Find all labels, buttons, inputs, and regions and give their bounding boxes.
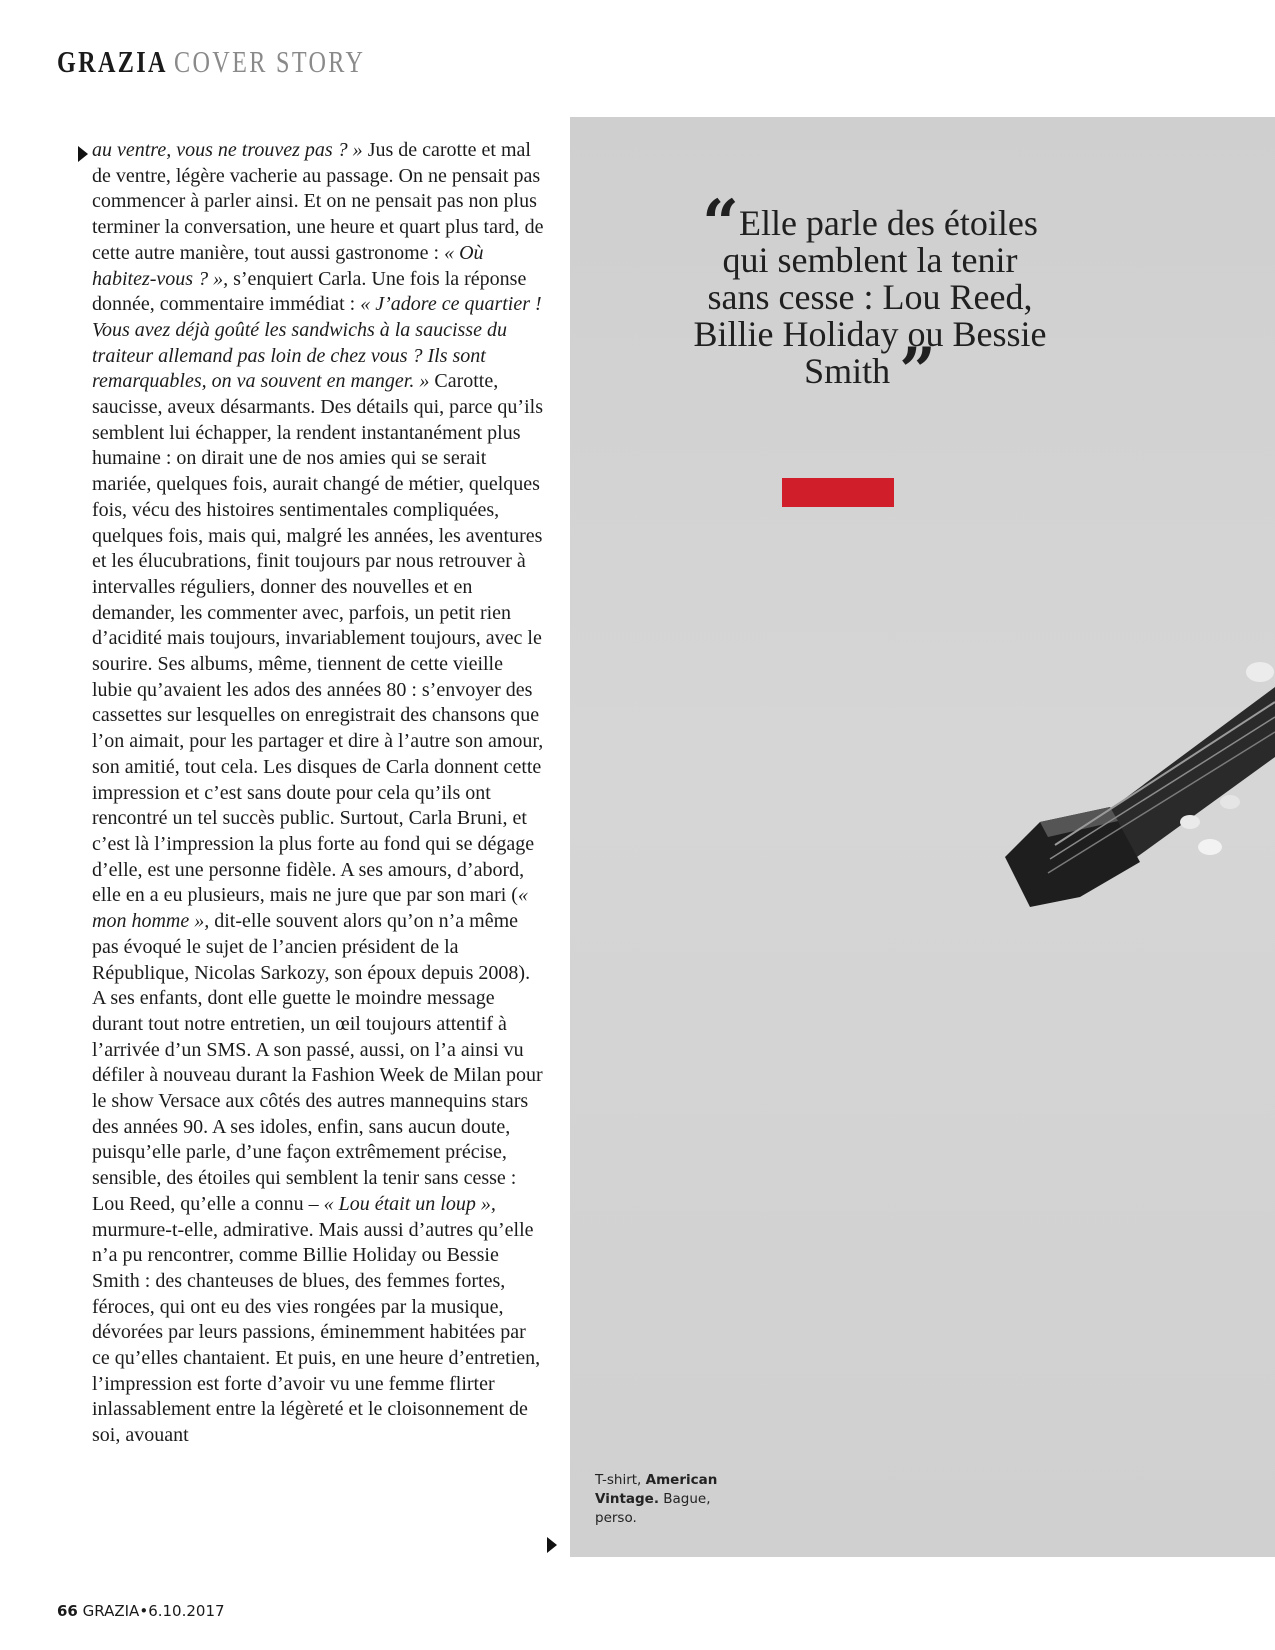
caption-brand: American Vintage.	[595, 1472, 718, 1507]
caption-suffix: Bague, perso.	[595, 1491, 711, 1526]
article-body	[92, 138, 547, 1449]
running-header	[57, 44, 365, 80]
quote-fragment: « Lou était un loup »,	[323, 1192, 496, 1215]
page-number: 66	[57, 1602, 78, 1620]
footer-separator: •	[139, 1602, 149, 1620]
footer-magazine: GRAZIA	[82, 1602, 140, 1620]
body-text: s’enquiert Carla. Une fois la réponse donnée, commentaire immédiat :	[92, 267, 527, 316]
page-footer	[57, 1602, 225, 1620]
quote-fragment: « mon homme »,	[92, 884, 528, 933]
body-text: murmure-t-elle, admirative. Mais aussi d’autres qu’elle n’a pu rencontrer, comme Billie Holiday ou Bessie Smith : des chanteuses de blues, des femmes fortes, féroces, qui ont eu des vies rongées par la musique, dévorées par leurs passions, éminemment habitées par ce qu’elles chantaient. Et puis, en une heure d’entretien, l’impression est forte d’avoir vu une femme flirter inlassablement entre la légèreté et le cloisonnement de soi, avouant	[92, 1218, 541, 1447]
continued-on-arrow-icon	[547, 1537, 557, 1553]
magazine-brand: GRAZIA	[57, 44, 168, 79]
pull-quote-text: Elle parle des étoiles qui semblent la tenir sans cesse : Lou Reed, Billie Holiday ou Bessie Smith	[693, 203, 1047, 391]
section-title: COVER STORY	[174, 44, 366, 79]
photo-caption	[595, 1471, 745, 1528]
continued-from-arrow-icon	[78, 146, 88, 162]
portrait-photo	[570, 117, 1275, 1557]
body-text: Jus de carotte et mal de ventre, légère vacherie au passage. On ne pensait pas commencer à parler ainsi. Et on ne pensait pas non plus terminer la conversation, une heure et quart plus tard, de cette autre manière, tout aussi gastronome :	[92, 139, 544, 264]
article-paragraph	[92, 138, 547, 1449]
accent-bar	[782, 478, 894, 507]
body-text: dit-elle souvent alors qu’on n’a même pas évoqué le sujet de l’ancien président de la République, Nicolas Sarkozy, son époux depuis 2008). A ses enfants, dont elle guette le moindre message durant tout notre entretien, un œil toujours attentif à l’arrivée d’un SMS. A son passé, aussi, on l’a ainsi vu défiler à nouveau durant la Fashion Week de Milan pour le show Versace aux côtés des autres mannequins stars des années 90. A ses idoles, enfin, sans aucun doute, puisqu’elle parle, d’une façon extrêmement précise, sensible, des étoiles qui semblent la tenir sans cesse : Lou Reed, qu’elle a connu –	[92, 910, 543, 1215]
pull-quote	[690, 186, 1050, 409]
quote-fragment: au ventre, vous ne trouvez pas ? »	[92, 139, 363, 161]
close-quote-mark: ”	[899, 334, 936, 409]
footer-date: 6.10.2017	[148, 1602, 225, 1620]
caption-prefix: T-shirt,	[595, 1472, 646, 1488]
quote-fragment: « J’adore ce quartier ! Vous avez déjà goûté les sandwichs à la saucisse du traiteur allemand pas loin de chez vous ? Ils sont remarquables, on va souvent en manger. »	[92, 293, 542, 393]
body-text: Carotte, saucisse, aveux désarmants. Des détails qui, parce qu’ils semblent lui échapper, la rendent instantanément plus humaine : on dirait une de nos amies qui se serait mariée, quelques fois, aurait changé de métier, quelques fois, vécu des histoires sentimentales compliquées, quelques fois, mais qui, malgré les années, les aventures et les élucubrations, finit toujours par nous retrouver à intervalles réguliers, donner des nouvelles et en demander, les commenter avec, parfois, un petit rien d’acidité mais toujours, invariablement toujours, avec le sourire. Ses albums, même, tiennent de cette vieille lubie qu’avaient les ados des années 80 : s’envoyer des cassettes sur lesquelles on enregistrait des chansons que l’on aimait, pour les partager et dire à l’autre son amour, son amitié, tout cela. Les disques de Carla donnent cette impression et c’est sans doute pour cela qu’ils ont rencontré un tel succès public. Surtout, Carla Bruni, et c’est là l’impression la plus forte au fond qui se dégage d’elle, est une personne fidèle. A ses amours, d’abord, elle en a eu plusieurs, mais ne jure que par son mari (	[92, 370, 544, 907]
open-quote-mark: “	[702, 186, 739, 261]
quote-fragment: « Où habitez-vous ? »,	[92, 241, 484, 290]
